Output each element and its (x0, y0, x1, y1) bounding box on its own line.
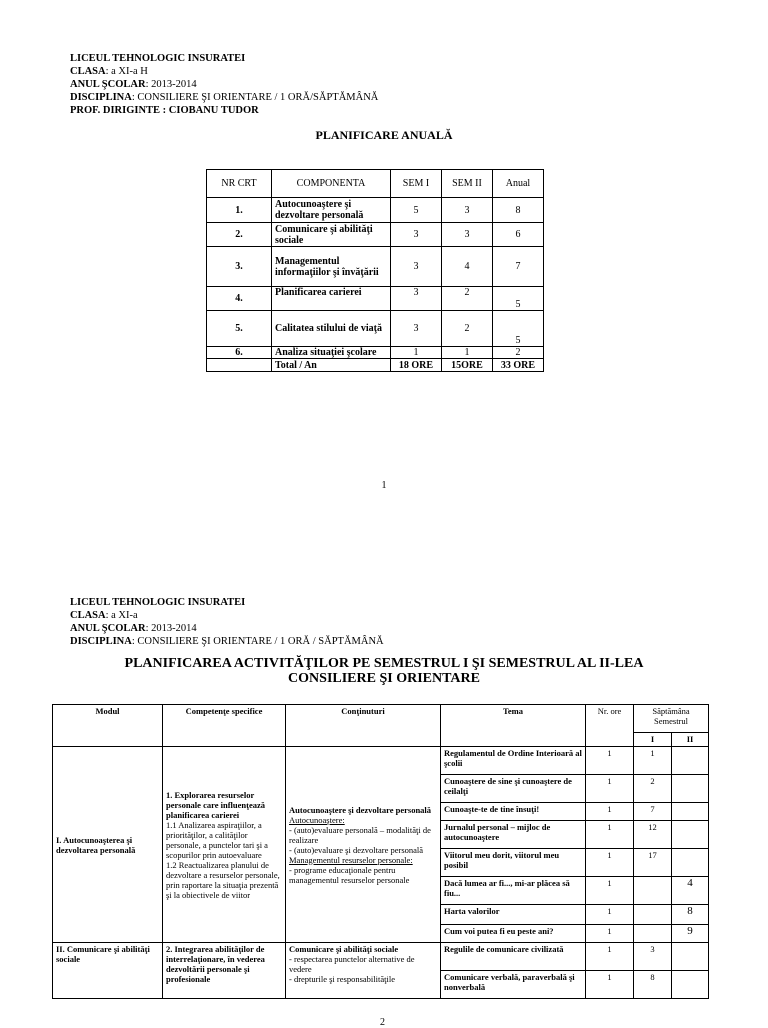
table-row (53, 943, 709, 971)
tema-cell: Viitorul meu dorit, viitorul meu posibil (441, 849, 586, 877)
header-sem1: SEM I (391, 170, 442, 198)
tema-cell: Jurnalul personal – mijloc de autocunoaştere (441, 821, 586, 849)
row-sem2: 2 (442, 311, 493, 347)
module2-continuturi (286, 943, 441, 999)
tema-cell: Cum voi putea fi eu peste ani? (441, 925, 586, 943)
sem1-week-cell: 8 (634, 971, 672, 999)
ore-cell: 1 (586, 803, 634, 821)
row-component: Analiza situaţiei şcolare (272, 347, 391, 359)
ore-cell: 1 (586, 849, 634, 877)
semester-plan-table (52, 704, 709, 999)
header-anual: Anual (493, 170, 544, 198)
row-nr: 3. (207, 247, 272, 287)
continuturi-item: - drepturile şi responsabilităţile (289, 974, 395, 984)
sem2-week-cell: 8 (672, 905, 709, 925)
sem1-week-cell: 1 (634, 747, 672, 775)
header-saptamana: Săptămâna Semestrul (634, 705, 709, 733)
header-continuturi: Conţinuturi (286, 705, 441, 747)
table-row (53, 747, 709, 775)
sem2-week-cell (672, 747, 709, 775)
module2-competente: 2. Integrarea abilităţilor de interrelaţionare, în vederea dezvoltării personale şi profesionale (163, 943, 286, 999)
row-sem2: 4 (442, 247, 493, 287)
row-sem2: 2 (442, 287, 493, 311)
table-row (207, 311, 544, 347)
title-line-1: PLANIFICAREA ACTIVITĂŢILOR PE SEMESTRUL I ŞI SEMESTRUL AL II-LEA (124, 656, 644, 671)
tema-cell: Harta valorilor (441, 905, 586, 925)
header-competente: Competenţe specifice (163, 705, 286, 747)
header-componenta: COMPONENTA (272, 170, 391, 198)
continuturi-subtitle: Managementul resurselor personale: (289, 854, 413, 865)
table-row (207, 198, 544, 223)
table-header-row (53, 705, 709, 733)
row-nr: 4. (207, 287, 272, 311)
row-component: Calitatea stilului de viaţă (272, 311, 391, 347)
discipline-line: DISCIPLINA: CONSILIERE ŞI ORIENTARE / 1 ORĂ / SĂPTĂMÂNĂ (70, 636, 384, 647)
row-sem1: 3 (391, 247, 442, 287)
school-name: LICEUL TEHNOLOGIC INSURATEI (70, 53, 246, 64)
row-sem1: 1 (391, 347, 442, 359)
ore-cell: 1 (586, 905, 634, 925)
annual-plan-table (206, 169, 544, 372)
sem1-week-cell (634, 905, 672, 925)
sem2-week-cell (672, 971, 709, 999)
sem1-week-cell: 12 (634, 821, 672, 849)
continuturi-subtitle: Autocunoaştere: (289, 814, 345, 825)
tema-cell: Regulamentul de Ordine Interioară al şcolii (441, 747, 586, 775)
ore-cell: 1 (586, 747, 634, 775)
total-empty (207, 359, 272, 372)
row-anual: 5 (493, 311, 544, 347)
module1-name: I. Autocunoaşterea şi dezvoltarea personală (53, 747, 163, 943)
competente-title: 1. Explorarea resurselor personale care influenţează planificarea carierei (166, 789, 265, 820)
module1-continuturi (286, 747, 441, 943)
total-sem2: 15ORE (442, 359, 493, 372)
school-name: LICEUL TEHNOLOGIC INSURATEI (70, 597, 246, 608)
header-tema: Tema (441, 705, 586, 747)
tema-cell: Cunoaşte-te de tine însuţi! (441, 803, 586, 821)
sem2-week-cell (672, 943, 709, 971)
school-year-line: ANUL ŞCOLAR: 2013-2014 (70, 623, 197, 634)
ore-cell: 1 (586, 775, 634, 803)
row-anual: 8 (493, 198, 544, 223)
ore-cell: 1 (586, 821, 634, 849)
row-component: Managementul informaţiilor şi învăţării (272, 247, 391, 287)
ore-cell: 1 (586, 943, 634, 971)
sem1-week-cell: 2 (634, 775, 672, 803)
sem1-week-cell (634, 877, 672, 905)
row-sem2: 3 (442, 223, 493, 247)
row-anual: 2 (493, 347, 544, 359)
continuturi-title: Autocunoaştere şi dezvoltare personală (289, 804, 432, 815)
row-component: Autocunoaştere şi dezvoltare personală (272, 198, 391, 223)
sem1-week-cell: 17 (634, 849, 672, 877)
sem2-week-cell (672, 849, 709, 877)
row-sem2: 1 (442, 347, 493, 359)
semester-plan-title (0, 656, 768, 686)
row-anual: 5 (493, 287, 544, 311)
discipline-line: DISCIPLINA: CONSILIERE ŞI ORIENTARE / 1 ORĂ/SĂPTĂMÂNĂ (70, 92, 379, 103)
continuturi-item: - (auto)evaluare personală – modalităţi de realizare (289, 824, 431, 845)
row-sem1: 3 (391, 311, 442, 347)
page-number-2: 2 (380, 1017, 385, 1028)
page2-header (70, 596, 384, 648)
row-nr: 5. (207, 311, 272, 347)
row-nr: 1. (207, 198, 272, 223)
table-row (207, 287, 544, 311)
continuturi-item: - (auto)evaluare şi dezvoltare personală (289, 844, 424, 855)
ore-cell: 1 (586, 877, 634, 905)
class-line: CLASA: a XI-a H (70, 66, 148, 77)
table-row (207, 223, 544, 247)
continuturi-item: - programe educaţionale pentru managementul resurselor personale (289, 864, 410, 885)
row-nr: 2. (207, 223, 272, 247)
row-sem1: 3 (391, 223, 442, 247)
total-label: Total / An (272, 359, 391, 372)
header-sem-i: I (634, 733, 672, 747)
sem1-week-cell: 7 (634, 803, 672, 821)
sem2-week-cell (672, 803, 709, 821)
row-sem2: 3 (442, 198, 493, 223)
header-sem-ii: II (672, 733, 709, 747)
competente-item: 1.1 Analizarea aspiraţiilor, a priorităţilor, a calităţilor personale, a punctelor tari şi a scopurilor prin autoevaluare (166, 819, 268, 860)
sem2-week-cell: 9 (672, 925, 709, 943)
table-row (207, 347, 544, 359)
row-sem1: 3 (391, 287, 442, 311)
row-nr: 6. (207, 347, 272, 359)
page1-header (70, 52, 378, 117)
sem2-week-cell: 4 (672, 877, 709, 905)
row-component: Comunicare şi abilităţi sociale (272, 223, 391, 247)
class-line: CLASA: a XI-a (70, 610, 138, 621)
sem2-week-cell (672, 821, 709, 849)
tema-cell: Regulile de comunicare civilizată (441, 943, 586, 971)
continuturi-item: - respectarea punctelor alternative de vedere (289, 954, 415, 974)
row-anual: 6 (493, 223, 544, 247)
header-nr-crt: NR CRT (207, 170, 272, 198)
tema-cell: Comunicare verbală, paraverbală şi nonverbală (441, 971, 586, 999)
sem1-week-cell (634, 925, 672, 943)
ore-cell: 1 (586, 925, 634, 943)
header-nr-ore: Nr. ore (586, 705, 634, 747)
teacher-line: PROF. DIRIGINTE : CIOBANU TUDOR (70, 105, 259, 116)
competente-item: 1.2 Reactualizarea planului de dezvoltare a resurselor personale, prin raportare la situaţia prezentă şi la obiectivele de viitor (166, 859, 280, 900)
continuturi-title: Comunicare şi abilităţi sociale (289, 944, 399, 954)
total-anual: 33 ORE (493, 359, 544, 372)
sem2-week-cell (672, 775, 709, 803)
header-sem2: SEM II (442, 170, 493, 198)
row-component: Planificarea carierei (272, 287, 391, 311)
tema-cell: Cunoaştere de sine şi cunoaştere de ceilalţi (441, 775, 586, 803)
annual-plan-title: PLANIFICARE ANUALĂ (315, 128, 453, 142)
table-row (207, 247, 544, 287)
title-line-2: CONSILIERE ŞI ORIENTARE (288, 671, 480, 686)
ore-cell: 1 (586, 971, 634, 999)
module2-name: II. Comunicare şi abilităţi sociale (53, 943, 163, 999)
module1-competente (163, 747, 286, 943)
sem1-week-cell: 3 (634, 943, 672, 971)
header-modul: Modul (53, 705, 163, 747)
table-total-row (207, 359, 544, 372)
tema-cell: Dacă lumea ar fi..., mi-ar plăcea să fiu... (441, 877, 586, 905)
page-number-1: 1 (381, 480, 387, 491)
school-year-line: ANUL ŞCOLAR: 2013-2014 (70, 79, 197, 90)
table-header-row (207, 170, 544, 198)
row-anual: 7 (493, 247, 544, 287)
row-sem1: 5 (391, 198, 442, 223)
total-sem1: 18 ORE (391, 359, 442, 372)
